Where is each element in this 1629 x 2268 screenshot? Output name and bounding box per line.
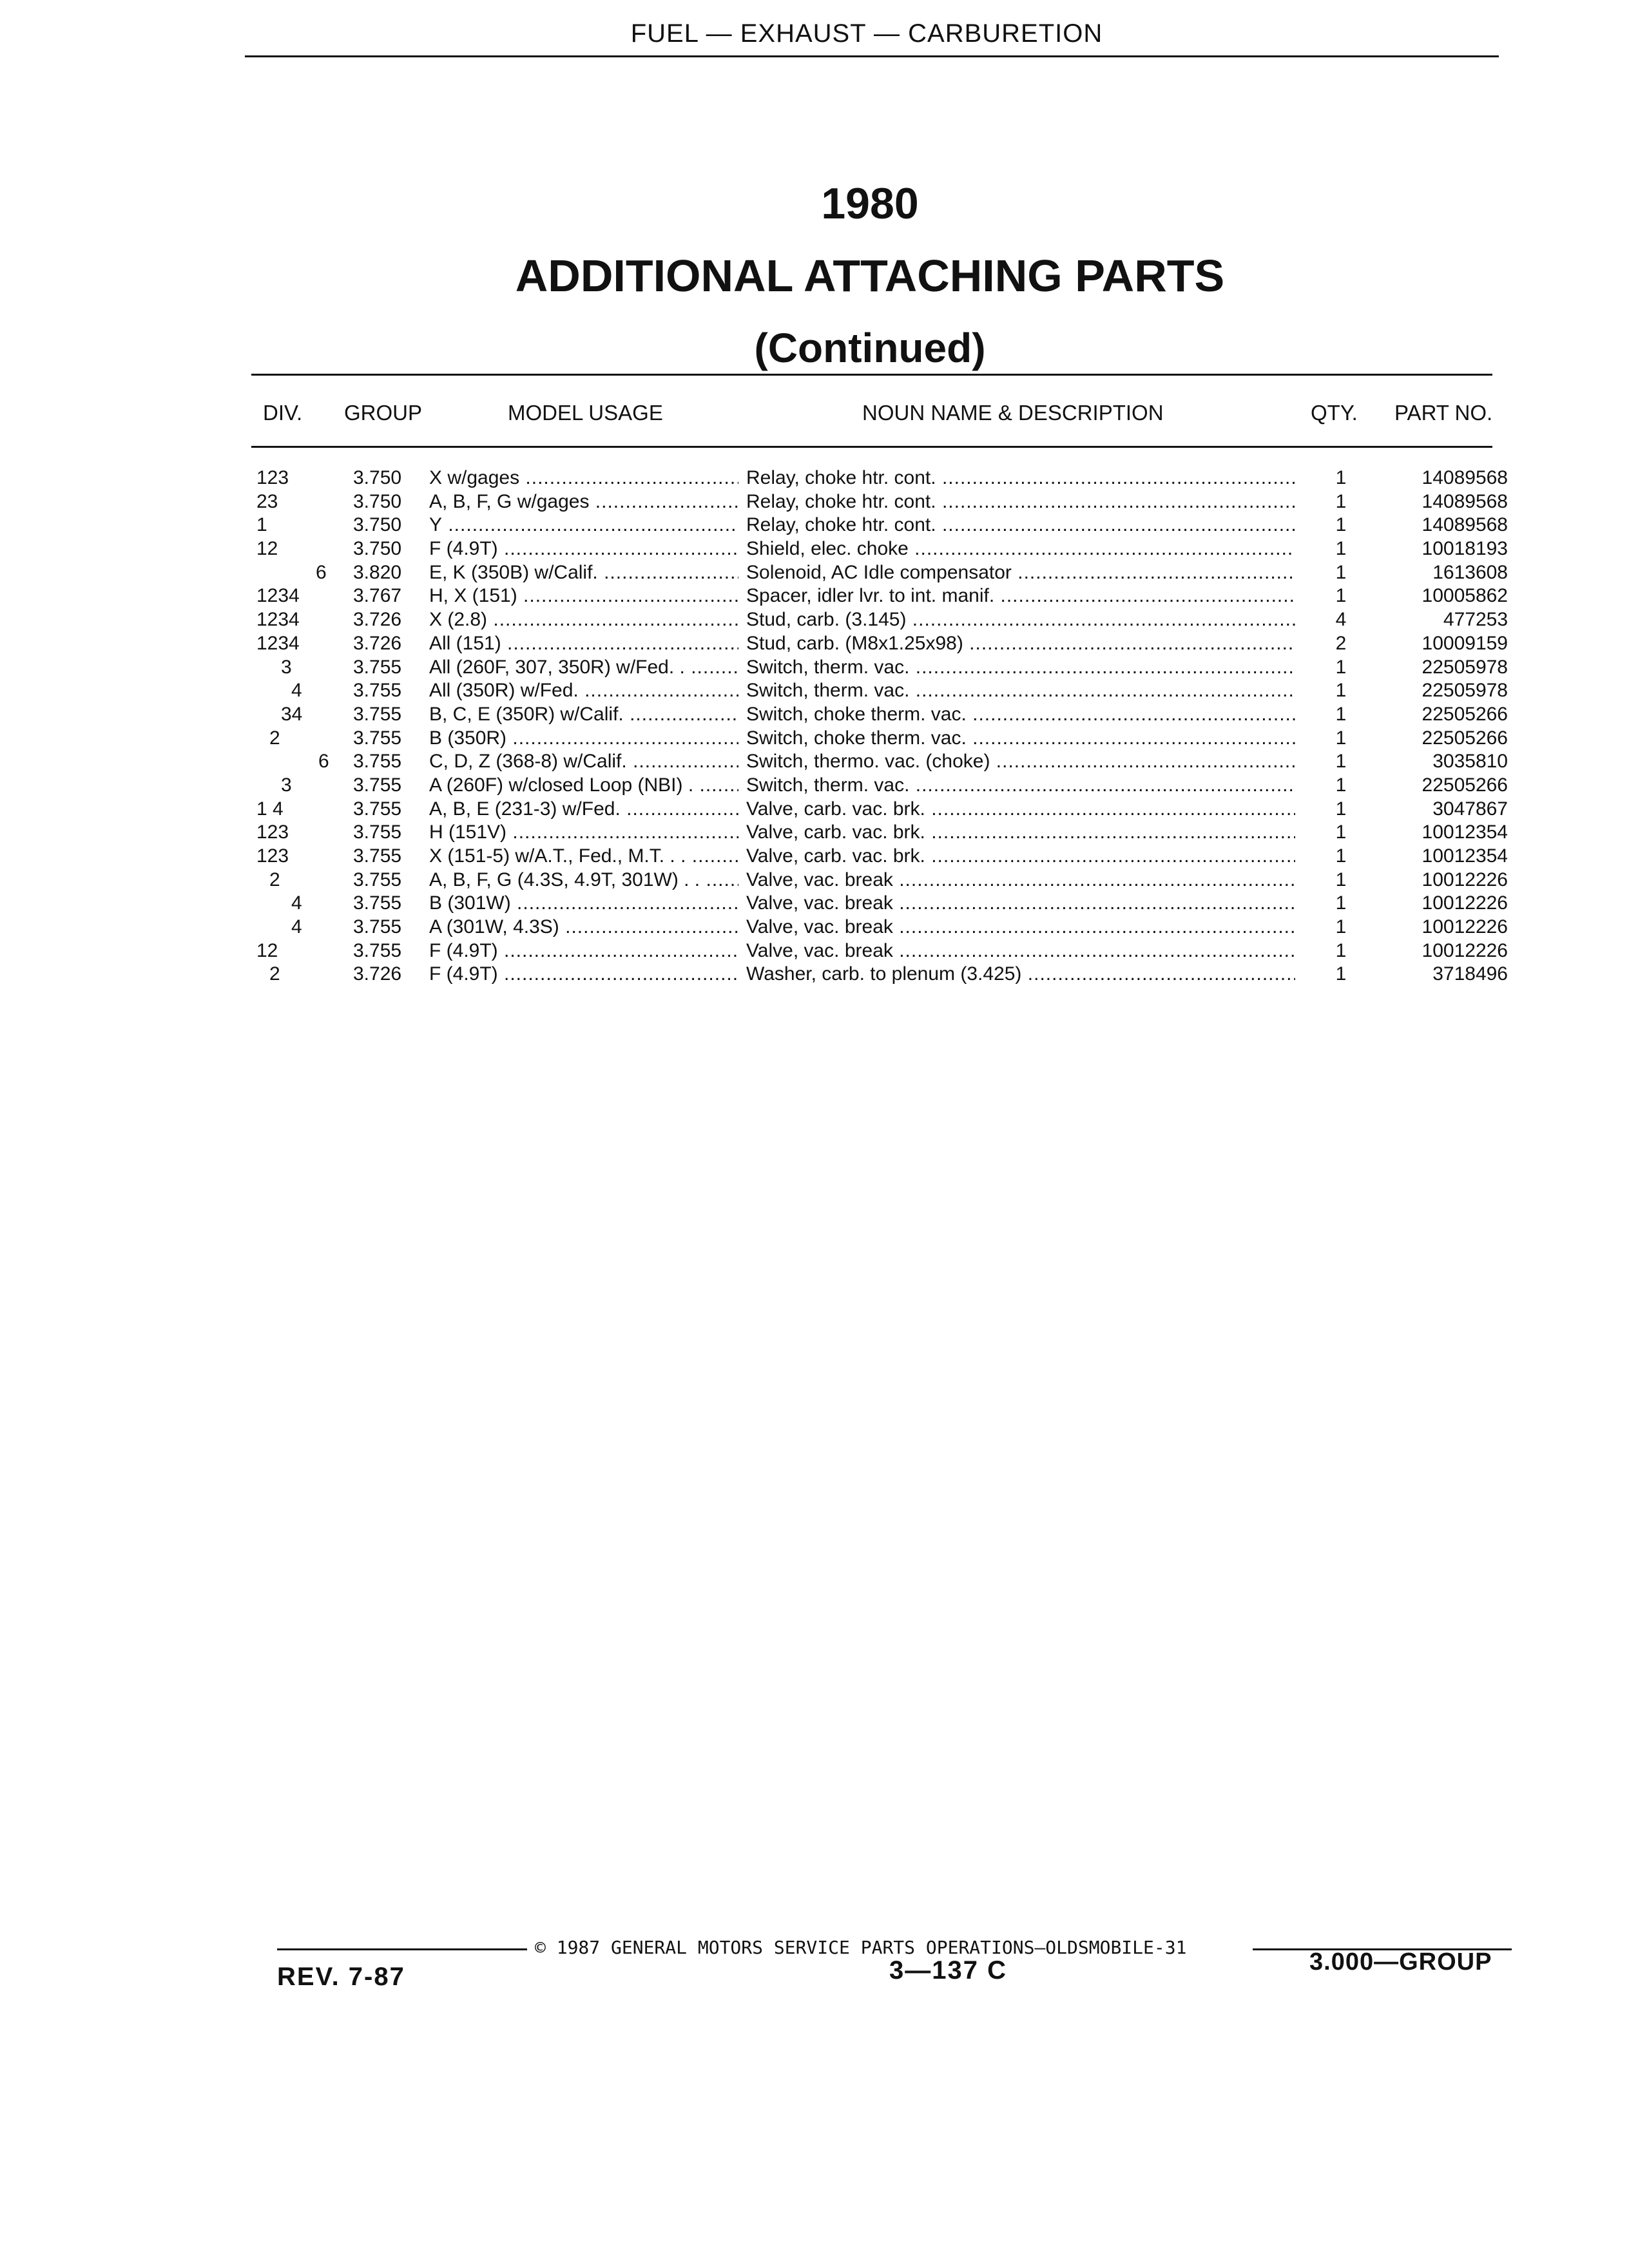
model-usage-cell: B, C, E (350R) w/Calif. .....: [429, 703, 738, 726]
group-cell: 3.750: [353, 490, 402, 512]
description-cell: Valve, carb. vac. brk. .....: [746, 798, 1295, 821]
qty-cell: 1: [1335, 467, 1347, 488]
model-usage-cell: E, K (350B) w/Calif. .....: [429, 561, 738, 584]
group-label: 3.000—GROUP: [1309, 1948, 1492, 1975]
table-row: [0, 845, 1629, 869]
div-cell: 2: [269, 963, 280, 985]
part-number-cell: 3035810: [1432, 751, 1508, 773]
page-year: 1980: [821, 179, 919, 228]
part-number-cell: 22505978: [1422, 656, 1508, 678]
group-cell: 3.750: [353, 467, 402, 488]
div-cell: 3: [281, 656, 292, 678]
table-row: [0, 584, 1629, 608]
part-number-cell: 14089568: [1422, 467, 1508, 488]
div-cell: 1 4: [256, 798, 284, 820]
description-cell: Switch, therm. vac. .....: [746, 774, 1295, 797]
model-usage-cell: A (301W, 4.3S) .....: [429, 916, 738, 939]
model-usage-cell: A, B, F, G w/gages .....: [429, 490, 738, 514]
qty-cell: 1: [1335, 798, 1347, 820]
group-cell: 3.726: [353, 963, 402, 985]
model-usage-cell: All (260F, 307, 350R) w/Fed. . .....: [429, 656, 738, 679]
table-row: [0, 774, 1629, 798]
qty-cell: 1: [1335, 703, 1347, 725]
description-cell: Switch, therm. vac. .....: [746, 679, 1295, 702]
part-number-cell: 10012226: [1422, 892, 1508, 914]
description-cell: Shield, elec. choke .....: [746, 537, 1295, 561]
div-cell: 1234: [256, 632, 300, 654]
column-header-qty: QTY.: [1311, 401, 1358, 425]
header-bottom-rule: [251, 446, 1492, 448]
header-rule: [245, 55, 1499, 57]
model-usage-cell: C, D, Z (368-8) w/Calif. .....: [429, 750, 738, 773]
description-cell: Valve, carb. vac. brk. .....: [746, 845, 1295, 868]
group-cell: 3.767: [353, 585, 402, 607]
description-cell: Relay, choke htr. cont. .....: [746, 466, 1295, 490]
group-cell: 3.755: [353, 727, 402, 749]
qty-cell: 1: [1335, 514, 1347, 536]
description-cell: Switch, therm. vac. .....: [746, 656, 1295, 679]
model-usage-cell: A, B, F, G (4.3S, 4.9T, 301W) . . .....: [429, 869, 738, 892]
model-usage-cell: H (151V) .....: [429, 821, 738, 844]
qty-cell: 1: [1335, 727, 1347, 749]
description-cell: Valve, vac. break .....: [746, 916, 1295, 939]
qty-cell: 1: [1335, 680, 1347, 702]
description-cell: Valve, vac. break .....: [746, 869, 1295, 892]
page-number: 3—137 C: [889, 1956, 1007, 1984]
qty-cell: 1: [1335, 561, 1347, 583]
page-subtitle: (Continued): [754, 325, 986, 371]
group-cell: 3.755: [353, 892, 402, 914]
group-cell: 3.750: [353, 514, 402, 536]
model-usage-cell: All (350R) w/Fed. .....: [429, 679, 738, 702]
description-cell: Stud, carb. (M8x1.25x98) .....: [746, 632, 1295, 655]
div-cell: 123: [256, 845, 289, 867]
qty-cell: 1: [1335, 916, 1347, 938]
column-header-group: GROUP: [344, 401, 423, 425]
description-cell: Valve, vac. break .....: [746, 892, 1295, 915]
model-usage-cell: X (2.8) .....: [429, 608, 738, 631]
group-cell: 3.750: [353, 538, 402, 560]
div-cell: 1234: [256, 609, 300, 631]
div-cell: 6: [316, 561, 327, 583]
div-cell: 4: [291, 892, 302, 914]
div-cell: 4: [291, 680, 302, 702]
table-row: [0, 632, 1629, 656]
group-cell: 3.755: [353, 869, 402, 890]
title-block: [0, 168, 1629, 384]
part-number-cell: 14089568: [1422, 490, 1508, 512]
table-row: [0, 608, 1629, 632]
model-usage-cell: B (301W) .....: [429, 892, 738, 915]
description-cell: Stud, carb. (3.145) .....: [746, 608, 1295, 631]
column-header-model-usage: MODEL USAGE: [508, 401, 663, 425]
part-number-cell: 22505266: [1422, 727, 1508, 749]
model-usage-cell: A, B, E (231-3) w/Fed. .....: [429, 798, 738, 821]
div-cell: 34: [281, 703, 303, 725]
part-number-cell: 10012226: [1422, 939, 1508, 961]
part-number-cell: 10012226: [1422, 916, 1508, 938]
qty-cell: 1: [1335, 845, 1347, 867]
model-usage-cell: B (350R) .....: [429, 727, 738, 750]
group-cell: 3.755: [353, 845, 402, 867]
div-cell: 23: [256, 490, 278, 512]
group-cell: 3.755: [353, 703, 402, 725]
qty-cell: 1: [1335, 869, 1347, 890]
table-row: [0, 963, 1629, 986]
model-usage-cell: All (151) .....: [429, 632, 738, 655]
part-number-cell: 10012354: [1422, 845, 1508, 867]
part-number-cell: 10018193: [1422, 538, 1508, 560]
table-row: [0, 466, 1629, 490]
part-number-cell: 22505266: [1422, 774, 1508, 796]
table-row: [0, 490, 1629, 514]
page-title: ADDITIONAL ATTACHING PARTS: [515, 251, 1225, 301]
qty-cell: 1: [1335, 774, 1347, 796]
qty-cell: 2: [1335, 632, 1347, 654]
table-row: [0, 537, 1629, 561]
part-number-cell: 477253: [1443, 609, 1508, 631]
part-number-cell: 3047867: [1432, 798, 1508, 820]
table-row: [0, 892, 1629, 916]
part-number-cell: 22505266: [1422, 703, 1508, 725]
div-cell: 2: [269, 727, 280, 749]
revision-label: REV. 7-87: [277, 1963, 405, 1991]
group-cell: 3.726: [353, 609, 402, 631]
description-cell: Switch, choke therm. vac. .....: [746, 703, 1295, 726]
description-cell: Spacer, idler lvr. to int. manif. .....: [746, 584, 1295, 608]
div-cell: 12: [256, 538, 278, 560]
table-row: [0, 869, 1629, 892]
qty-cell: 1: [1335, 751, 1347, 773]
table-row: [0, 703, 1629, 727]
parts-table: [0, 466, 1629, 986]
div-cell: 1: [256, 514, 267, 536]
group-cell: 3.726: [353, 632, 402, 654]
model-usage-cell: F (4.9T) .....: [429, 963, 738, 986]
part-number-cell: 22505978: [1422, 680, 1508, 702]
qty-cell: 1: [1335, 656, 1347, 678]
model-usage-cell: A (260F) w/closed Loop (NBI) . .....: [429, 774, 738, 797]
table-row: [0, 727, 1629, 751]
model-usage-cell: X w/gages .....: [429, 466, 738, 490]
model-usage-cell: F (4.9T) .....: [429, 537, 738, 561]
div-cell: 1234: [256, 585, 300, 607]
footer-rule-left: [277, 1948, 527, 1950]
qty-cell: 1: [1335, 538, 1347, 560]
table-row: [0, 561, 1629, 585]
description-cell: Switch, choke therm. vac. .....: [746, 727, 1295, 750]
description-cell: Relay, choke htr. cont. .....: [746, 490, 1295, 514]
column-header-description: NOUN NAME & DESCRIPTION: [862, 401, 1164, 425]
table-row: [0, 916, 1629, 939]
part-number-cell: 10009159: [1422, 632, 1508, 654]
description-cell: Switch, thermo. vac. (choke) .....: [746, 750, 1295, 773]
div-cell: 123: [256, 822, 289, 843]
qty-cell: 1: [1335, 939, 1347, 961]
div-cell: 123: [256, 467, 289, 488]
description-cell: Solenoid, AC Idle compensator .....: [746, 561, 1295, 584]
part-number-cell: 10012226: [1422, 869, 1508, 890]
part-number-cell: 3718496: [1432, 963, 1508, 985]
qty-cell: 1: [1335, 892, 1347, 914]
table-row: [0, 750, 1629, 774]
div-cell: 4: [291, 916, 302, 938]
part-number-cell: 14089568: [1422, 514, 1508, 536]
div-cell: 2: [269, 869, 280, 890]
copyright-notice: © 1987 GENERAL MOTORS SERVICE PARTS OPERATIONS—OLDSMOBILE-31: [535, 1937, 1187, 1958]
part-number-cell: 10005862: [1422, 585, 1508, 607]
group-cell: 3.755: [353, 680, 402, 702]
table-row: [0, 679, 1629, 703]
table-row: [0, 798, 1629, 822]
div-cell: 3: [281, 774, 292, 796]
group-cell: 3.820: [353, 561, 402, 583]
part-number-cell: 1613608: [1432, 561, 1508, 583]
table-row: [0, 821, 1629, 845]
column-header-div: DIV.: [263, 401, 303, 425]
column-header-part-no: PART NO.: [1394, 401, 1493, 425]
group-cell: 3.755: [353, 751, 402, 773]
table-row: [0, 939, 1629, 963]
group-cell: 3.755: [353, 822, 402, 843]
table-row: [0, 656, 1629, 680]
table-top-rule: [251, 374, 1492, 376]
div-cell: 6: [318, 751, 329, 773]
model-usage-cell: F (4.9T) .....: [429, 939, 738, 963]
part-number-cell: 10012354: [1422, 822, 1508, 843]
group-cell: 3.755: [353, 656, 402, 678]
description-cell: Washer, carb. to plenum (3.425) .....: [746, 963, 1295, 986]
qty-cell: 1: [1335, 490, 1347, 512]
model-usage-cell: H, X (151) .....: [429, 584, 738, 608]
section-title: FUEL — EXHAUST — CARBURETION: [630, 19, 1103, 48]
group-cell: 3.755: [353, 774, 402, 796]
group-cell: 3.755: [353, 939, 402, 961]
qty-cell: 4: [1335, 609, 1347, 631]
description-cell: Valve, vac. break .....: [746, 939, 1295, 963]
group-cell: 3.755: [353, 916, 402, 938]
group-cell: 3.755: [353, 798, 402, 820]
description-cell: Valve, carb. vac. brk. .....: [746, 821, 1295, 844]
description-cell: Relay, choke htr. cont. .....: [746, 514, 1295, 537]
model-usage-cell: Y .....: [429, 514, 738, 537]
div-cell: 12: [256, 939, 278, 961]
table-row: [0, 514, 1629, 537]
qty-cell: 1: [1335, 585, 1347, 607]
model-usage-cell: X (151-5) w/A.T., Fed., M.T. . . .....: [429, 845, 738, 868]
qty-cell: 1: [1335, 963, 1347, 985]
qty-cell: 1: [1335, 822, 1347, 843]
